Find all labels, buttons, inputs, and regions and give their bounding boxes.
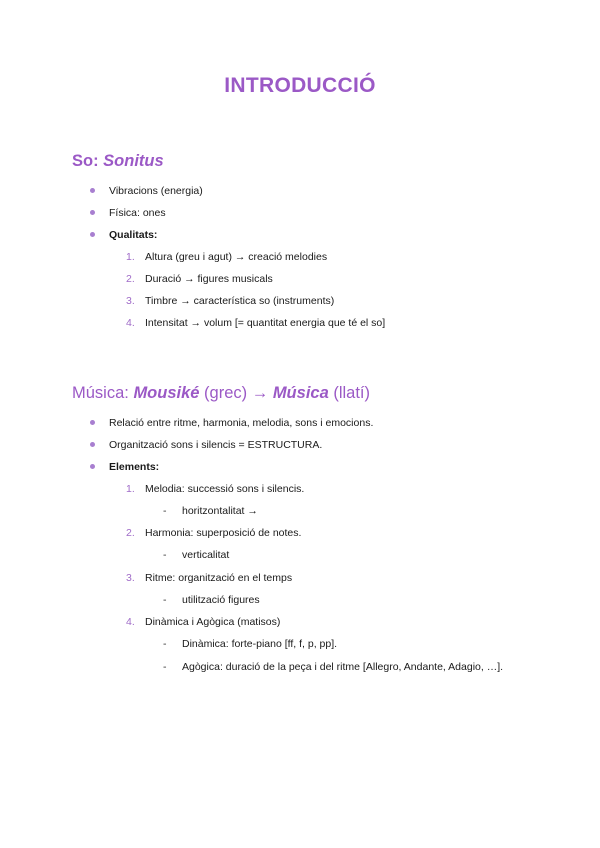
heading-part: (llatí) (328, 384, 370, 402)
list-item: Agògica: duració de la peça i del ritme [Allegro, Andante, Adagio, …]. (182, 661, 504, 673)
dash-marker: - (163, 594, 167, 606)
dash-marker: - (163, 549, 167, 561)
list-item: Harmonia: superposició de notes. (145, 527, 302, 539)
list-item: Física: ones (109, 207, 166, 219)
list-item: Timbre → característica so (instruments) (145, 295, 335, 307)
list-item: verticalitat (182, 549, 230, 561)
heading-part: (grec) → (199, 384, 273, 402)
list-item: Ritme: organització en el temps (145, 572, 293, 584)
list-item: Relació entre ritme, harmonia, melodia, sons i emocions. (109, 417, 374, 429)
section-heading-musica (72, 384, 370, 403)
dash-marker: - (163, 505, 167, 517)
heading-italic: Sonitus (103, 152, 164, 170)
dash-marker: - (163, 638, 167, 650)
list-item: horitzontalitat → (182, 505, 258, 517)
page-title: INTRODUCCIÓ (224, 74, 376, 97)
list-item: Dinàmica i Agògica (matisos) (145, 616, 281, 628)
bullet-dot (90, 188, 95, 193)
section-heading-so (72, 152, 164, 171)
bullet-dot (90, 210, 95, 215)
list-number: 3. (126, 572, 135, 584)
list-item: Duració → figures musicals (145, 273, 273, 285)
list-item: Organització sons i silencis = ESTRUCTURA. (109, 439, 323, 451)
list-item: Dinàmica: forte-piano [ff, f, p, pp]. (182, 638, 338, 650)
list-item: Melodia: successió sons i silencis. (145, 483, 305, 495)
list-number: 4. (126, 616, 135, 628)
list-number: 1. (126, 483, 135, 495)
list-item: Qualitats: (109, 229, 158, 241)
list-number: 1. (126, 251, 135, 263)
list-item: utilització figures (182, 594, 260, 606)
heading-part-italic: Mousiké (133, 384, 200, 402)
list-item: Elements: (109, 461, 160, 473)
list-number: 2. (126, 273, 135, 285)
bullet-dot (90, 420, 95, 425)
heading-plain: So: (72, 152, 104, 170)
bullet-dot (90, 232, 95, 237)
list-number: 2. (126, 527, 135, 539)
heading-part: Música: (72, 384, 134, 402)
heading-part-italic: Música (272, 384, 329, 402)
list-item: Altura (greu i agut) → creació melodies (145, 251, 328, 263)
list-number: 4. (126, 317, 135, 329)
bullet-dot (90, 442, 95, 447)
list-item: Vibracions (energia) (109, 185, 203, 197)
list-item: Intensitat → volum [= quantitat energia que té el so] (145, 317, 386, 329)
dash-marker: - (163, 661, 167, 673)
bullet-dot (90, 464, 95, 469)
list-number: 3. (126, 295, 135, 307)
